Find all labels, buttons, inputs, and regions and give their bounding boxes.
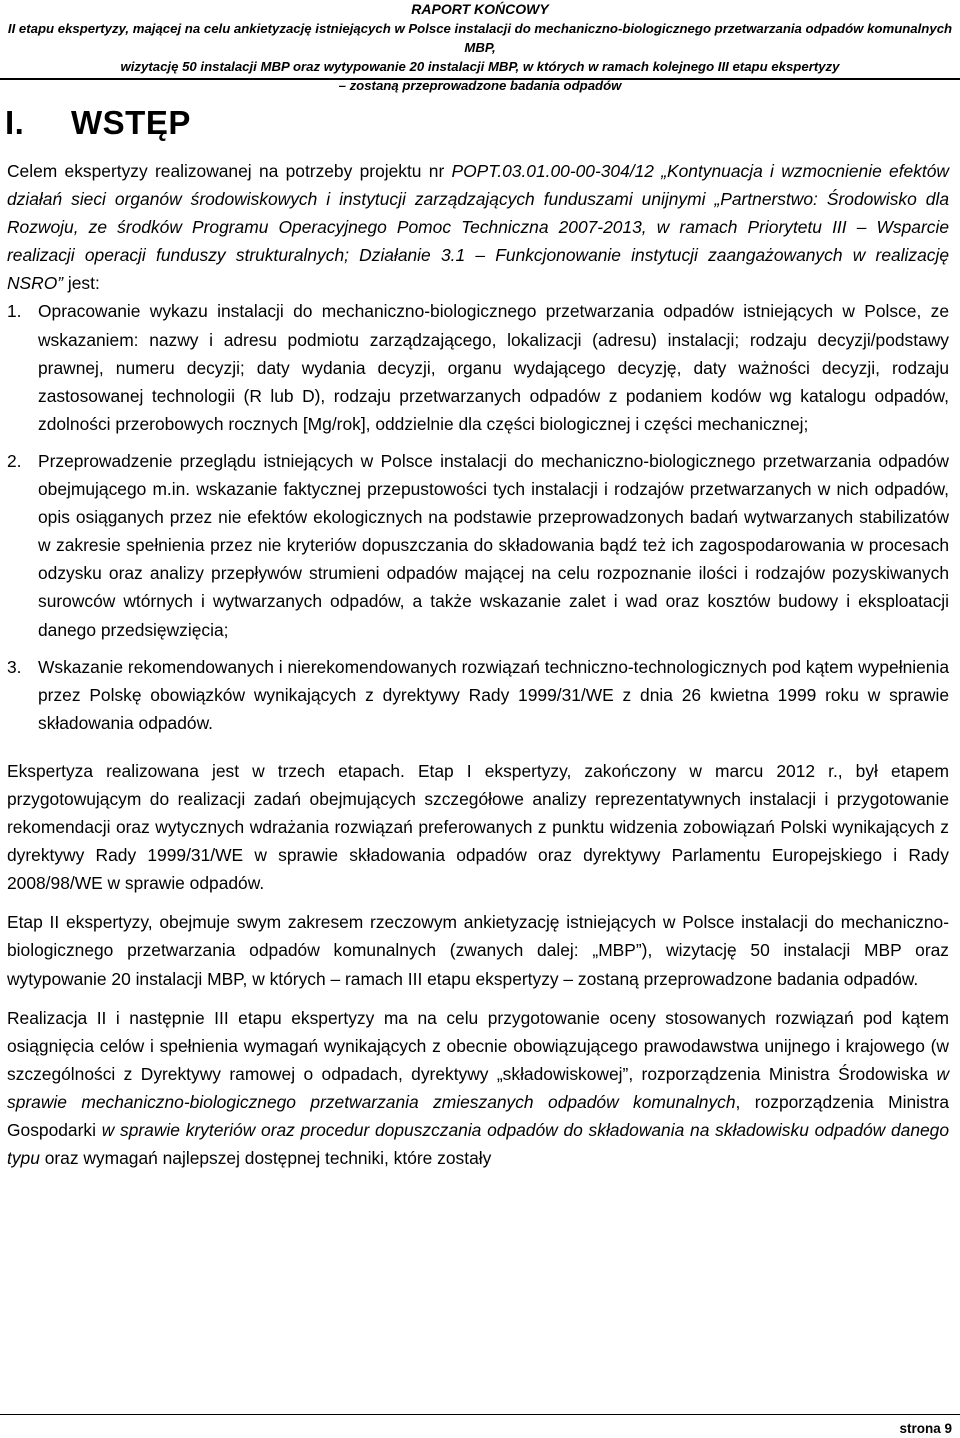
regulation-title-italic-1: w sprawie mechaniczno-biologicznego przetwarzania zmieszanych odpadów komunalnych bbox=[7, 1063, 949, 1112]
stages-paragraph: Ekspertyza realizowana jest w trzech etapach. Etap I ekspertyzy, zakończony w marcu 2012 r., był etapem przygotowującym do realizacji zadań obejmujących szczegółowe analizy reprezentatywnych instalacji i przygotowanie rekomendacji oraz wytycznych wdrażania rozwiązań preferowanych z punktu widzenia zobowiązań Polski wynikających z dyrektywy Rady 1999/31/WE w sprawie składowania odpadów oraz dyrektywy Parlamentu Europejskiego i Rady 2008/98/WE w sprawie odpadów. bbox=[7, 760, 949, 894]
intro-paragraph bbox=[7, 157, 949, 297]
document-body bbox=[7, 157, 949, 1172]
page-number: strona 9 bbox=[899, 1421, 952, 1436]
list-item bbox=[7, 653, 949, 737]
stage-two-paragraph: Etap II ekspertyzy, obejmuje swym zakresem rzeczowym ankietyzację istniejących w Polsce instalacji do mechaniczno-biologicznego przetwarzania odpadów komunalnych (zwanych dalej: „MBP”), wizytację 50 instalacji MBP oraz wytypowanie 20 instalacji MBP, w których – ramach III etapu ekspertyzy – zostaną przeprowadzone badania odpadów. bbox=[7, 912, 949, 989]
list-item-number: 3. bbox=[7, 656, 22, 677]
section-heading bbox=[5, 103, 191, 143]
list-item-number: 2. bbox=[7, 450, 22, 471]
list-item-text: Przeprowadzenie przeglądu istniejących w Polsce instalacji do mechaniczno-biologicznego przetwarzania odpadów obejmującego m.in. wskazanie faktycznej przepustowości tych instalacji i rodzajów przetwarzanych w nich odpadów, opis osiąganych przez nie efektów ekologicznych na podstawie przeprowadzonych badań wytwarzanych stabilizatów w zakresie spełnienia przez nie kryteriów dopuszczania do składowania bądź też ich zagospodarowania w procesach odzysku oraz analizy przepływów strumieni odpadów mającej na celu rozpoznanie ilości i rodzajów pozyskiwanych surowców wtórnych i wytwarzanych odpadów, a także wskazanie zalet i wad oraz kosztów budowy i eksploatacji danego przedsięwzięcia; bbox=[38, 450, 949, 640]
realization-paragraph bbox=[7, 1004, 949, 1173]
list-item bbox=[7, 447, 949, 644]
list-item-text: Wskazanie rekomendowanych i nierekomendowanych rozwiązań techniczno-technologicznych pod kątem wypełnienia przez Polskę obowiązków wynikających z dyrektywy Rady 1999/31/WE z dnia 26 kwietna 1999 roku w sprawie składowania odpadów. bbox=[38, 656, 949, 733]
section-number: I. bbox=[5, 104, 25, 141]
list-item bbox=[7, 297, 949, 437]
report-subtitle-line-1: II etapu ekspertyzy, mającej na celu ankietyzację istniejących w Polsce instalacji do mechaniczno-biologicznego przetwarzania odpadów komunalnych MBP, bbox=[7, 21, 953, 55]
report-subtitle-line-2: wizytację 50 instalacji MBP oraz wytypowanie 20 instalacji MBP, w których w ramach kolejnego III etapu ekspertyzy bbox=[120, 59, 840, 74]
regulation-title-italic-2: w sprawie kryteriów oraz procedur dopuszczania odpadów do składowania na składowisku odpadów danego typu bbox=[7, 1120, 950, 1169]
footer-divider bbox=[0, 1414, 960, 1415]
page-header bbox=[0, 0, 960, 95]
realization-text-3: oraz wymagań najlepszej dostępnej techniki, które zostały bbox=[39, 1148, 492, 1169]
realization-text-2: , rozporządzenia Ministra Gospodarki bbox=[7, 1091, 950, 1140]
list-item-text: Opracowanie wykazu instalacji do mechaniczno-biologicznego przetwarzania odpadów istniejących w Polsce, ze wskazaniem: nazwy i adresu podmiotu zarządzającego, lokalizacji (adresu) instalacji; rodzaju decyzji/podstawy prawnej, numeru decyzji; daty wydania decyzji, organu wydającego decyzję, daty ważności decyzji, rodzaju zastosowanej technologii (R lub D), rodzaju przetwarzanych odpadów z podaniem kodów wg katalogu odpadów, zdolności przerobowych rocznych [Mg/rok], oddzielnie dla części biologicznej i części mechanicznej; bbox=[38, 301, 949, 434]
spacer bbox=[7, 897, 949, 908]
project-title-italic: POPT.03.01.00-00-304/12 „Kontynuacja i wzmocnienie efektów działań sieci organów środowiskowych i instytucji zarządzających funduszami unijnymi „Partnerstwo: Środowisko dla Rozwoju, ze środków Programu Operacyjnego Pomoc Techniczna 2007-2013, w ramach Priorytetu III – Wsparcie realizacji operacji funduszy strukturalnych; Działanie 3.1 – Funkcjonowanie instytucji zaangażowanych w realizację NSRO” bbox=[7, 161, 949, 294]
spacer bbox=[7, 746, 949, 757]
list-item-number: 1. bbox=[7, 301, 22, 322]
report-title: RAPORT KOŃCOWY bbox=[411, 1, 549, 17]
intro-text-start: Celem ekspertyzy realizowanej na potrzeby projektu nr bbox=[7, 161, 452, 181]
spacer bbox=[7, 993, 949, 1004]
report-subtitle-line-3: – zostaną przeprowadzone badania odpadów bbox=[338, 78, 622, 93]
header-divider bbox=[0, 78, 960, 80]
intro-text-end: jest: bbox=[63, 273, 100, 294]
task-list bbox=[7, 297, 949, 736]
section-title: WSTĘP bbox=[71, 104, 191, 141]
realization-text-1: Realizacja II i następnie III etapu ekspertyzy ma na celu przygotowanie oceny stosowanych rozwiązań pod kątem osiągnięcia celów i spełnienia wymagań wynikających z obecnie obowiązującego prawodawstwa unijnego i krajowego (w szczególności z Dyrektywy ramowej o odpadach, dyrektywy „składowiskowej”, rozporządzenia Ministra Środowiska bbox=[7, 1007, 949, 1084]
